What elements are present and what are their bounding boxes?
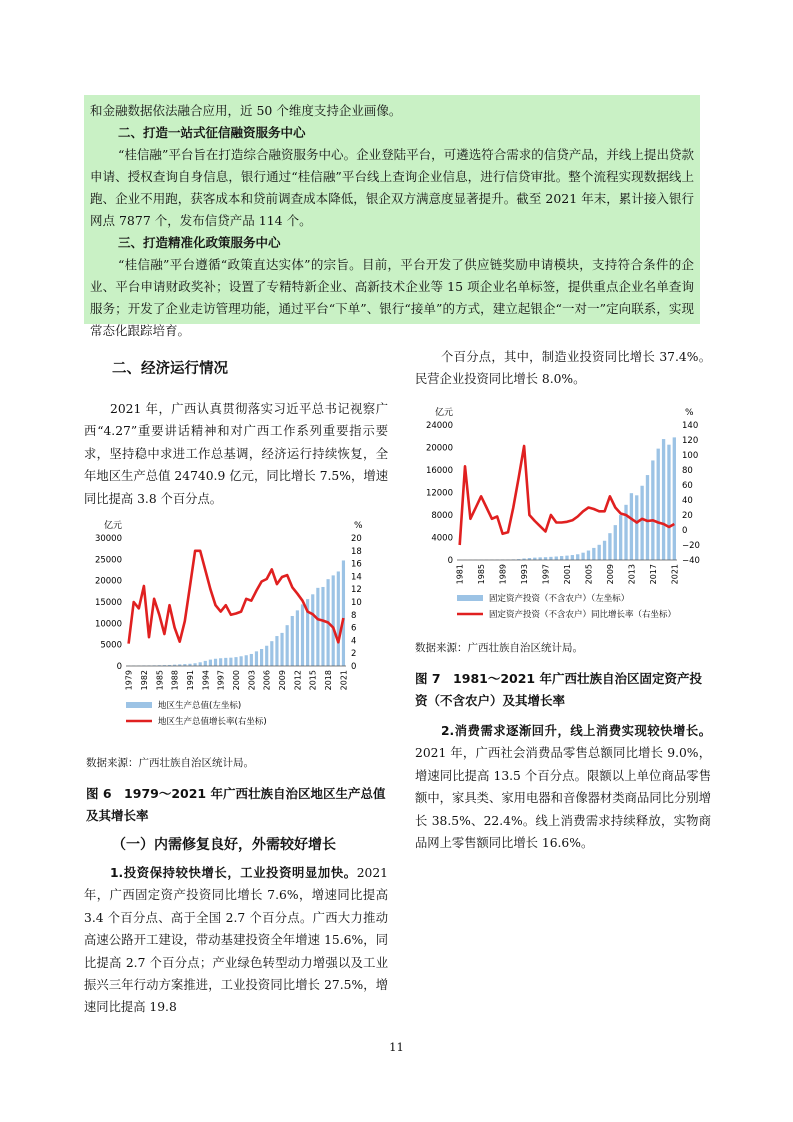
- x-tick-label: 1991: [185, 670, 195, 691]
- x-tick-label: 1988: [170, 670, 180, 691]
- left-tick-label: 20000: [425, 443, 453, 454]
- gdp-bar: [245, 655, 248, 666]
- right-tick-label: 4: [351, 636, 357, 647]
- x-tick-label: 2018: [324, 670, 334, 691]
- gdp-bar: [608, 533, 611, 560]
- left-body: [84, 862, 388, 1019]
- gdp-bar: [544, 557, 547, 560]
- gdp-bar: [614, 525, 617, 560]
- x-tick-label: 1985: [477, 564, 487, 585]
- left-tick-label: 15000: [94, 598, 122, 608]
- right-tick-label: 12: [351, 585, 362, 596]
- gdp-bar: [646, 475, 649, 560]
- gdp-bar: [571, 555, 574, 560]
- right-tick-label: 14: [351, 572, 362, 583]
- left-axis-unit: 亿元: [435, 408, 454, 418]
- x-tick-label: 1982: [139, 670, 149, 691]
- gdp-bar: [635, 495, 638, 560]
- gdp-bar: [291, 616, 294, 666]
- right-data-source: 数据来源：广西壮族自治区统计局。: [415, 642, 583, 654]
- gdp-bar: [603, 541, 606, 560]
- gdp-bar: [301, 604, 304, 666]
- gdp-bar: [296, 610, 299, 666]
- legend-bar-swatch: [126, 702, 152, 708]
- right-tick-label: 6: [351, 623, 357, 634]
- right-tick-label: 120: [682, 436, 699, 446]
- investment-chart: [415, 398, 711, 626]
- gdp-bar: [592, 548, 595, 560]
- left-intro: [84, 398, 388, 510]
- x-tick-label: 2001: [563, 564, 572, 585]
- gdp-bar: [321, 587, 324, 666]
- x-tick-label: 2015: [308, 670, 318, 691]
- box-heading-2: 二、打造一站式征信融资服务中心: [118, 125, 306, 140]
- x-tick-label: 2021: [670, 564, 680, 585]
- paragraph-heading-1: 1.投资保持较快增长，工业投资明显加快。: [110, 866, 357, 880]
- left-tick-label: 10000: [94, 619, 122, 630]
- gdp-bar: [555, 557, 558, 560]
- box-line1: 和金融数据依法融合应用，近 50 个维度支持企业画像。: [90, 103, 402, 118]
- gdp-bar: [255, 651, 258, 666]
- left-data-source: 数据来源：广西壮族自治区统计局。: [86, 757, 254, 769]
- highlight-box: [84, 95, 700, 338]
- gdp-bar: [260, 649, 263, 666]
- right-tick-label: 140: [682, 421, 699, 431]
- left-tick-label: 12000: [425, 488, 453, 499]
- left-axis-unit: 亿元: [104, 521, 123, 531]
- right-tick-label: 80: [682, 466, 693, 476]
- paragraph-heading-2: 2.消费需求逐渐回升，线上消费实现较快增长。: [441, 724, 711, 738]
- x-tick-label: 1979: [124, 670, 134, 691]
- gdp-bar: [624, 505, 627, 560]
- gdp-bar: [286, 625, 289, 666]
- right-tick-label: 40: [682, 496, 693, 506]
- gdp-bar: [275, 636, 278, 666]
- gdp-bar: [337, 571, 340, 666]
- gdp-bar: [265, 646, 268, 666]
- right-tick-label: 0: [351, 662, 357, 672]
- gdp-bar: [224, 658, 227, 666]
- right-tick-label: 2: [351, 649, 357, 660]
- x-tick-label: 2021: [339, 670, 349, 691]
- legend-line-label: 固定资产投资（不含农户）同比增长率（右坐标）: [489, 610, 677, 620]
- x-tick-label: 2006: [262, 670, 272, 691]
- legend-line-label: 地区生产总值增长率(右坐标): [158, 717, 267, 727]
- gdp-bar: [214, 659, 217, 666]
- gdp-bar: [332, 575, 335, 666]
- right-continuation: [415, 346, 711, 391]
- gdp-bar: [204, 661, 207, 666]
- x-tick-label: 1985: [155, 670, 165, 691]
- paragraph-body-1: 2021 年，广西固定资产投资同比增长 7.6%，增速同比提高 3.4 个百分点、高于全国 2.7 个百分点。广西大力推动高速公路开工建设，带动基建投资全年增速 15.6%，同比提高 2.7 个百分点；产业绿色转型动力增强以及工业振兴三年行动方案推进，工业投资同比增长 27.5%，增速同比提高 19.8: [84, 866, 388, 1015]
- x-tick-label: 1993: [520, 564, 530, 585]
- right-tick-label: 18: [351, 546, 362, 557]
- figure-7-caption: 图 7 1981～2021 年广西壮族自治区固定资产投资（不含农户）及其增长率: [415, 671, 702, 708]
- gdp-bar: [651, 460, 654, 560]
- x-tick-label: 2012: [293, 670, 303, 691]
- left-tick-label: 5000: [100, 640, 122, 651]
- right-axis-unit: %: [354, 521, 363, 531]
- gdp-bar: [342, 560, 345, 666]
- x-tick-label: 1997: [541, 564, 551, 585]
- gdp-bar: [270, 641, 273, 666]
- gdp-bar: [560, 556, 563, 560]
- x-tick-label: 1981: [455, 564, 465, 585]
- box-paragraph-2: “桂信融”平台旨在打造综合融资服务中心。企业登陆平台，可遴选符合需求的信贷产品，并线上提出贷款申请、授权查询自身信息，银行通过“桂信融”平台线上查询企业信息，进行信贷审批。整个流程实现数据线上跑、企业不用跑，获客成本和贷前调查成本降低，银企双方满意度显著提升。截至 2021 年末，累计接入银行网点 7877 个，发布信贷产品 114 个。: [90, 147, 694, 228]
- gdp-bar: [229, 658, 232, 666]
- x-tick-label: 2005: [584, 564, 594, 585]
- right-tick-label: 100: [682, 451, 699, 461]
- subsection-title: （一）内需修复良好，外需较好增长: [112, 837, 336, 853]
- right-tick-label: −40: [682, 556, 700, 566]
- gdp-bar: [673, 437, 676, 560]
- x-tick-label: 2013: [627, 564, 637, 585]
- x-tick-label: 2000: [232, 670, 241, 691]
- left-tick-label: 8000: [431, 511, 453, 521]
- gdp-bar: [193, 663, 196, 666]
- right-tick-label: 10: [351, 598, 362, 608]
- x-tick-label: 2003: [247, 670, 257, 691]
- gdp-bar: [199, 662, 202, 666]
- gdp-bar: [209, 660, 212, 666]
- paragraph-body-2: 2021 年，广西社会消费品零售总额同比增长 9.0%，增速同比提高 13.5 个百分点。限额以上单位商品零售额中，家具类、家用电器和音像器材类商品同比分别增长 38.5%、22.4%。线上消费需求持续释放，实物商品网上零售额同比增长 16.6%。: [415, 746, 711, 851]
- gdp-bar: [598, 545, 601, 560]
- intro-paragraph: 2021 年，广西认真贯彻落实习近平总书记视察广西“4.27”重要讲话精神和对广西工作系列重要指示要求，坚持稳中求进工作总基调，经济运行持续恢复，全年地区生产总值 24740.9 亿元，同比增长 7.5%，增速同比提高 3.8 个百分点。: [84, 402, 388, 506]
- gdp-bar: [667, 445, 670, 560]
- x-tick-label: 1994: [201, 670, 211, 691]
- left-tick-label: 4000: [431, 533, 453, 544]
- continuation-paragraph: 个百分点，其中，制造业投资同比增长 37.4%。民营企业投资同比增长 8.0%。: [415, 350, 711, 387]
- gdp-bar: [630, 493, 633, 560]
- gdp-bar: [250, 654, 253, 666]
- x-tick-label: 1997: [216, 670, 226, 691]
- right-body: [415, 720, 711, 854]
- gdp-bar: [311, 594, 314, 666]
- left-tick-label: 30000: [94, 534, 122, 544]
- x-tick-label: 2017: [648, 564, 658, 585]
- gdp-bar: [662, 439, 665, 560]
- gdp-bar: [549, 557, 552, 560]
- gdp-bar: [587, 551, 590, 560]
- gdp-bar: [576, 554, 579, 560]
- right-tick-label: 0: [682, 526, 688, 536]
- gdp-chart: [86, 512, 378, 740]
- gdp-bar: [640, 486, 643, 560]
- x-tick-label: 2009: [278, 670, 288, 691]
- gdp-bar: [234, 657, 237, 666]
- left-tick-label: 20000: [94, 576, 122, 587]
- right-tick-label: 20: [682, 511, 693, 521]
- section-title: 二、经济运行情况: [112, 361, 228, 377]
- gdp-bar: [316, 588, 319, 666]
- left-tick-label: 16000: [425, 466, 453, 476]
- gdp-bar: [240, 656, 243, 666]
- box-paragraph-3: “桂信融”平台遵循“政策直达实体”的宗旨。目前，平台开发了供应链奖励申请模块，支持符合条件的企业、平台申请财政奖补；设置了专精特新企业、高新技术企业等 15 项企业名单标签，提供重点企业名单查询服务；开发了企业走访管理功能，通过平台“下单”、银行“接单”的方式，建立起银企“一对一”定向联系，实现常态化跟踪培育。: [90, 257, 694, 338]
- legend-bar-label: 固定资产投资（不含农户）（左坐标）: [489, 594, 630, 604]
- legend-bar-swatch: [457, 595, 483, 601]
- legend-bar-label: 地区生产总值(左坐标): [158, 701, 242, 711]
- right-axis-unit: %: [685, 408, 694, 418]
- right-tick-label: 8: [351, 610, 357, 621]
- left-tick-label: 24000: [425, 421, 453, 431]
- left-tick-label: 0: [447, 556, 453, 566]
- gdp-bar: [280, 633, 283, 666]
- gdp-bar: [619, 515, 622, 560]
- right-tick-label: 20: [351, 534, 362, 544]
- page-number: 11: [389, 1040, 404, 1054]
- left-tick-label: 0: [116, 662, 122, 672]
- right-tick-label: 16: [351, 559, 362, 570]
- left-tick-label: 25000: [94, 555, 122, 566]
- gdp-bar: [219, 658, 222, 666]
- figure-6-caption: 图 6 1979～2021 年广西壮族自治区地区生产总值及其增长率: [86, 786, 386, 823]
- box-heading-3: 三、打造精准化政策服务中心: [118, 235, 281, 250]
- gdp-bar: [657, 449, 660, 560]
- right-tick-label: 60: [682, 481, 693, 491]
- gdp-bar: [565, 556, 568, 560]
- gdp-bar: [581, 553, 584, 560]
- x-tick-label: 1989: [498, 564, 508, 585]
- right-tick-label: −20: [682, 541, 700, 551]
- x-tick-label: 2009: [605, 564, 615, 585]
